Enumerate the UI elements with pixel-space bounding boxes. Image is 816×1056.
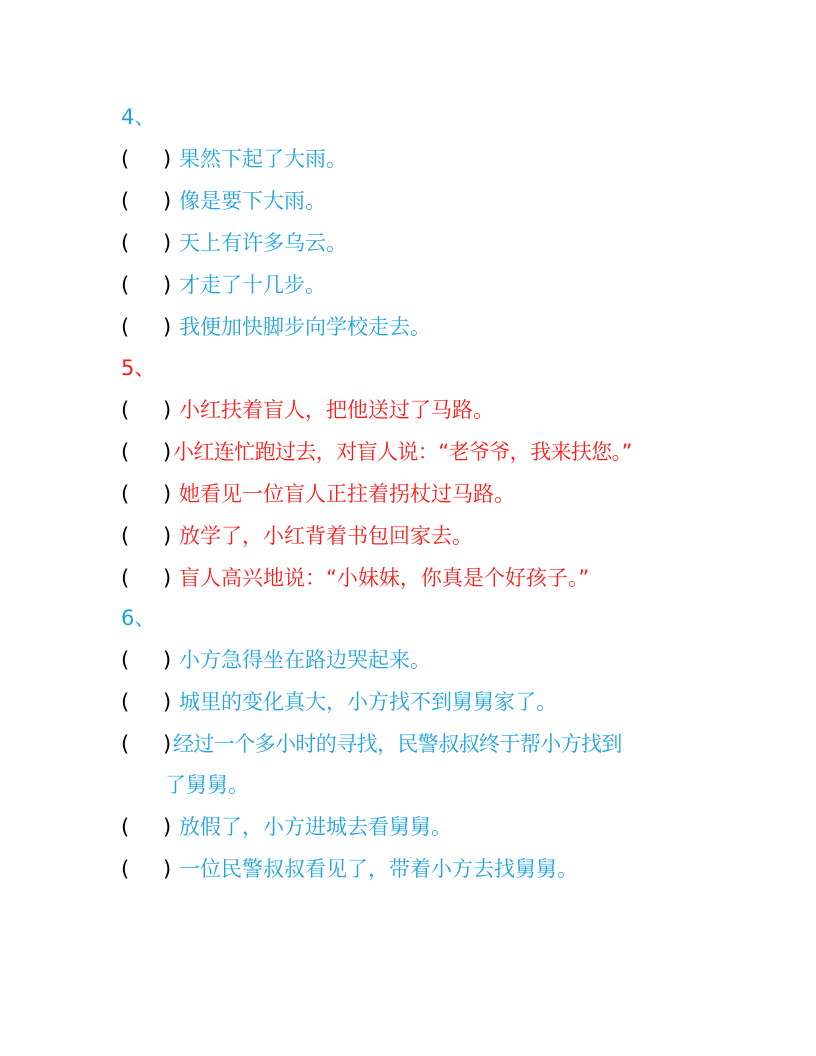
answer-blank-open[interactable]: ( xyxy=(121,815,130,839)
answer-blank-open[interactable]: ( xyxy=(121,857,130,881)
sentence-text: 经过一个多小时的寻找，民警叔叔终于帮小方找到 xyxy=(173,732,622,756)
answer-blank-open[interactable]: ( xyxy=(121,147,130,171)
answer-blank-open[interactable]: ( xyxy=(121,273,130,297)
answer-blank-close: ) xyxy=(163,147,172,171)
list-item xyxy=(121,435,632,469)
sentence-text: 像是要下大雨。 xyxy=(179,189,326,213)
answer-blank-close: ) xyxy=(163,690,172,714)
answer-blank-close: ) xyxy=(163,566,172,590)
sentence-text: 天上有许多乌云。 xyxy=(179,231,347,255)
sentence-text: 城里的变化真大，小方找不到舅舅家了。 xyxy=(179,690,557,714)
answer-blank-close: ) xyxy=(163,815,172,839)
answer-blank-close: ) xyxy=(163,189,172,213)
sentence-text: 盲人高兴地说：“小妹妹，你真是个好孩子。” xyxy=(179,566,590,590)
section-number-5: 5、 xyxy=(121,356,156,380)
list-item xyxy=(121,643,431,677)
answer-blank-close: ) xyxy=(163,315,172,339)
answer-blank-open[interactable]: ( xyxy=(121,566,130,590)
sentence-text: 一位民警叔叔看见了，带着小方去找舅舅。 xyxy=(179,857,578,881)
answer-blank-open[interactable]: ( xyxy=(121,690,130,714)
sentence-text: 才走了十几步。 xyxy=(179,273,326,297)
list-item xyxy=(121,142,347,176)
answer-blank-open[interactable]: ( xyxy=(121,482,130,506)
answer-blank-open[interactable]: ( xyxy=(121,732,130,756)
sentence-continuation: 了舅舅。 xyxy=(165,773,249,797)
answer-blank-close: ) xyxy=(163,482,172,506)
answer-blank-close: ) xyxy=(163,732,172,756)
answer-blank-open[interactable]: ( xyxy=(121,648,130,672)
section-number-4: 4、 xyxy=(121,105,156,129)
section-number-6: 6、 xyxy=(121,606,156,630)
list-item xyxy=(121,226,347,260)
list-item xyxy=(121,393,494,427)
list-item xyxy=(121,810,452,844)
answer-blank-close: ) xyxy=(163,273,172,297)
list-item xyxy=(121,477,515,511)
answer-blank-close: ) xyxy=(163,857,172,881)
answer-blank-open[interactable]: ( xyxy=(121,231,130,255)
list-item xyxy=(121,561,589,595)
answer-blank-close: ) xyxy=(163,398,172,422)
sentence-text: 放假了，小方进城去看舅舅。 xyxy=(179,815,452,839)
sentence-text: 她看见一位盲人正拄着拐杖过马路。 xyxy=(179,482,515,506)
sentence-text: 放学了，小红背着书包回家去。 xyxy=(179,524,473,548)
sentence-text: 小红扶着盲人，把他送过了马路。 xyxy=(179,398,494,422)
answer-blank-open[interactable]: ( xyxy=(121,398,130,422)
list-item xyxy=(121,310,431,344)
list-item xyxy=(121,519,473,553)
list-item xyxy=(121,268,326,302)
list-item xyxy=(121,727,622,761)
sentence-text: 小红连忙跑过去，对盲人说：“老爷爷，我来扶您。” xyxy=(173,440,632,464)
answer-blank-open[interactable]: ( xyxy=(121,315,130,339)
list-item xyxy=(121,184,326,218)
sentence-text: 果然下起了大雨。 xyxy=(179,147,347,171)
answer-blank-close: ) xyxy=(163,524,172,548)
answer-blank-open[interactable]: ( xyxy=(121,440,130,464)
answer-blank-open[interactable]: ( xyxy=(121,189,130,213)
answer-blank-close: ) xyxy=(163,440,172,464)
answer-blank-close: ) xyxy=(163,648,172,672)
answer-blank-open[interactable]: ( xyxy=(121,524,130,548)
sentence-text: 我便加快脚步向学校走去。 xyxy=(179,315,431,339)
list-item xyxy=(121,685,557,719)
answer-blank-close: ) xyxy=(163,231,172,255)
list-item xyxy=(121,852,578,886)
sentence-text: 小方急得坐在路边哭起来。 xyxy=(179,648,431,672)
